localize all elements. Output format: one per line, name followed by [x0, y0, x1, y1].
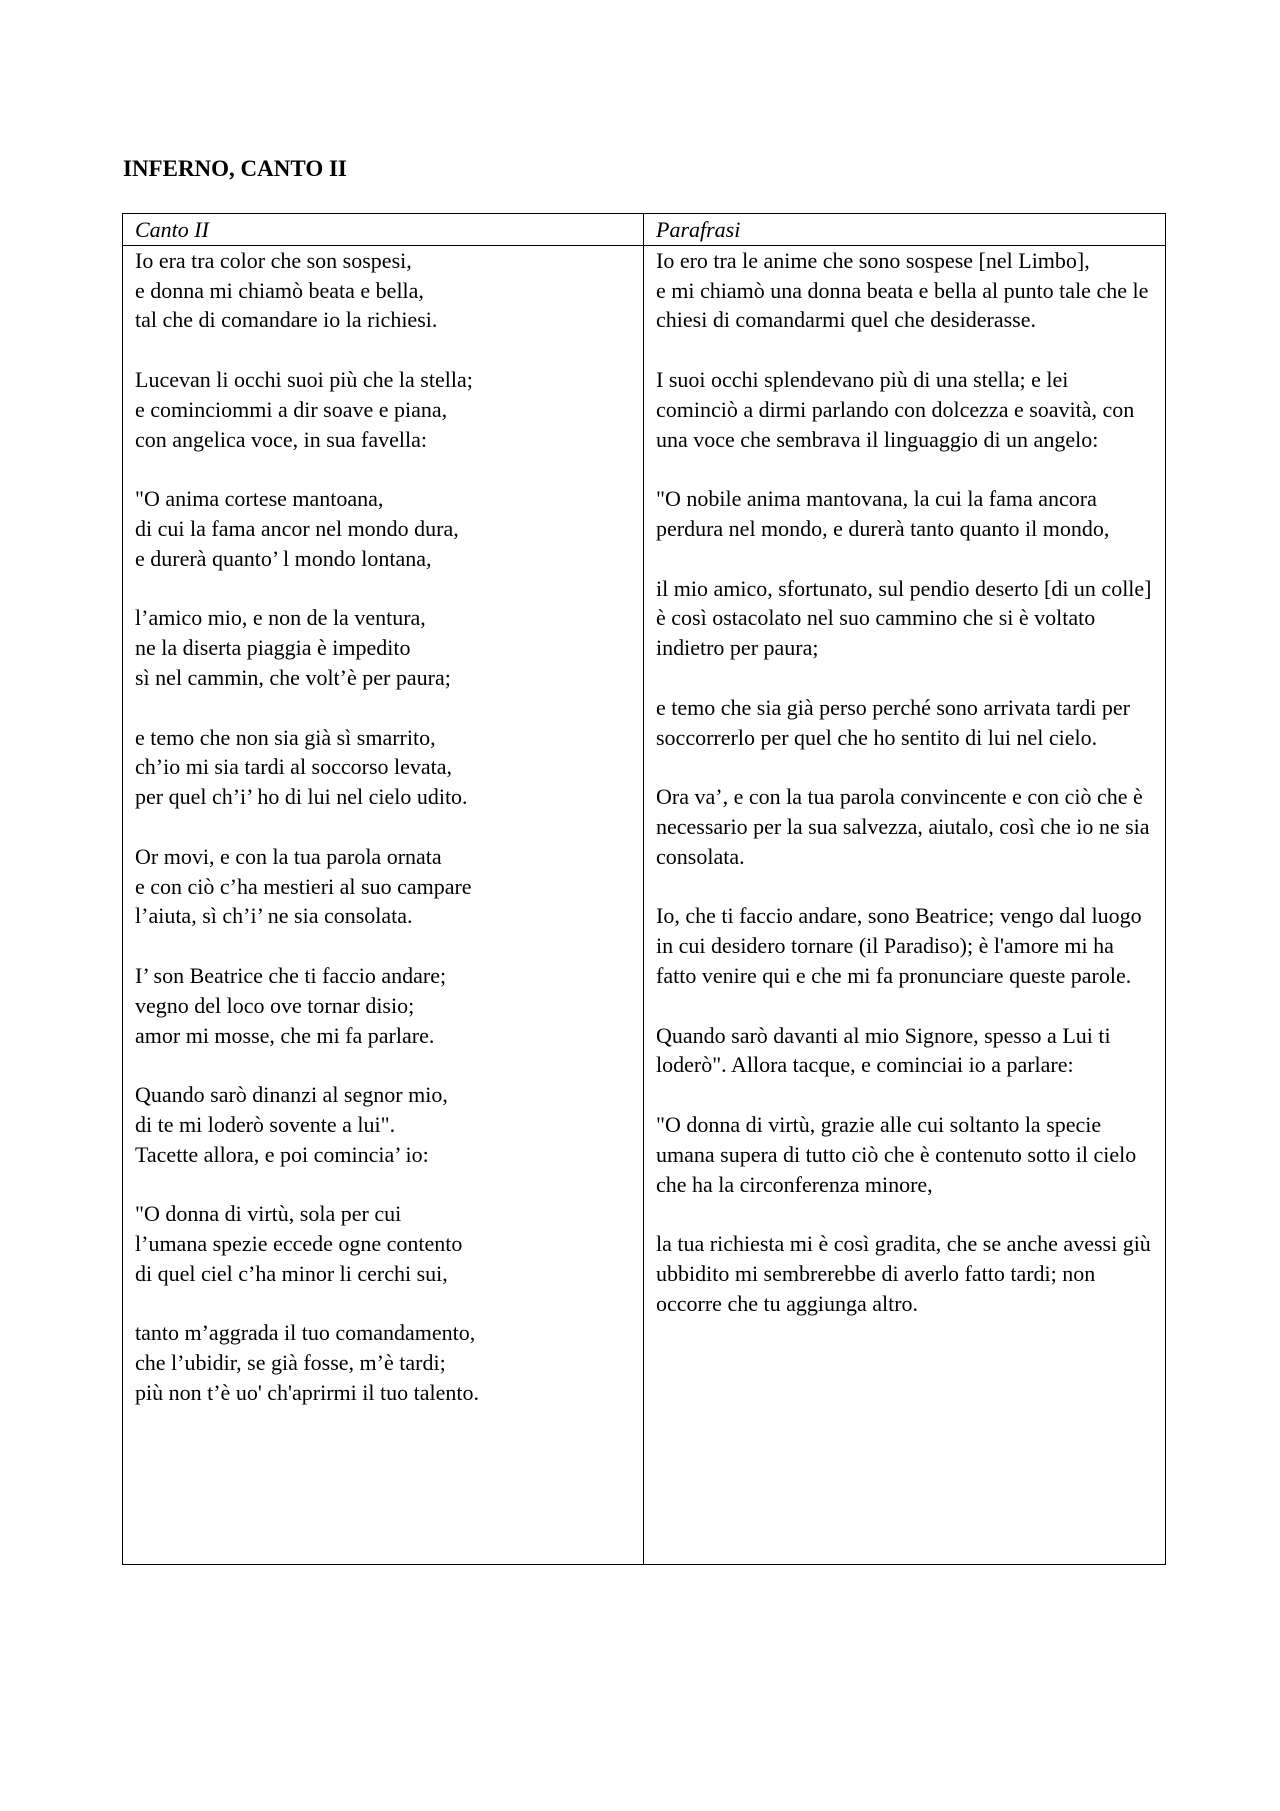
- canto-table: [122, 213, 1166, 1565]
- paraphrase-paragraph: "O nobile anima mantovana, la cui la fama ancora perdura nel mondo, e durerà tanto quanto il mondo,: [656, 486, 1110, 541]
- column-header-parafrasi: Parafrasi: [644, 214, 1166, 246]
- verse-line: ch’io mi sia tardi al soccorso levata,: [135, 754, 453, 780]
- verse-line: l’umana spezie eccede ogne contento: [135, 1231, 463, 1257]
- stanza: [135, 484, 633, 573]
- stanza: [135, 365, 633, 454]
- paraphrase-paragraph: "O donna di virtù, grazie alle cui soltanto la specie umana supera di tutto ciò che è contenuto sotto il cielo che ha la circonferenza minore,: [656, 1111, 1137, 1197]
- verse-line: "O anima cortese mantoana,: [135, 486, 384, 512]
- verse-line: e con ciò c’ha mestieri al suo campare: [135, 873, 472, 899]
- stanza: [135, 723, 633, 812]
- verse-line: e temo che non sia già sì smarrito,: [135, 724, 436, 750]
- stanza: [135, 1080, 633, 1169]
- paraphrase-paragraph: Quando sarò davanti al mio Signore, spesso a Lui ti loderò". Allora tacque, e cominciai io a parlare:: [656, 1022, 1111, 1078]
- verse-line: Tacette allora, e poi comincia’ io:: [135, 1141, 429, 1167]
- stanza: [135, 961, 633, 1050]
- paraphrase-paragraph: Io ero tra le anime che sono sospese [nel Limbo], e mi chiamò una donna beata e bella al punto tale che le chiesi di comandarmi quel che desiderasse.: [656, 247, 1149, 333]
- paraphrase-paragraph: la tua richiesta mi è così gradita, che se anche avessi giù ubbidito mi sembrerebbe di averlo fatto tardi; non occorre che tu aggiunga altro.: [656, 1231, 1151, 1316]
- verse-line: Quando sarò dinanzi al segnor mio,: [135, 1082, 448, 1108]
- verse-line: e cominciommi a dir soave e piana,: [135, 396, 448, 422]
- verse-line: di te mi loderò sovente a lui".: [135, 1111, 396, 1137]
- canto-text-cell: [123, 245, 644, 1564]
- verse-line: di quel ciel c’ha minor li cerchi sui,: [135, 1260, 448, 1286]
- verse-line: che l’ubidir, se già fosse, m’è tardi;: [135, 1350, 446, 1376]
- verse-line: e durerà quanto’ l mondo lontana,: [135, 545, 432, 571]
- verse-line: con angelica voce, in sua favella:: [135, 426, 427, 452]
- verse-line: l’aiuta, sì ch’i’ ne sia consolata.: [135, 903, 413, 929]
- verse-line: Io era tra color che son sospesi,: [135, 247, 412, 273]
- verse-line: più non t’è uo' ch'aprirmi il tuo talento.: [135, 1380, 479, 1406]
- verse-line: di cui la fama ancor nel mondo dura,: [135, 515, 459, 541]
- verse-line: tal che di comandare io la richiesi.: [135, 307, 438, 333]
- paraphrase-paragraph: Io, che ti faccio andare, sono Beatrice; vengo dal luogo in cui desidero tornare (il Paradiso); è l'amore mi ha fatto venire qui e che mi fa pronunciare queste parole.: [656, 903, 1142, 988]
- verse-line: tanto m’aggrada il tuo comandamento,: [135, 1320, 476, 1346]
- verse-line: Or movi, e con la tua parola ornata: [135, 843, 442, 869]
- verse-line: amor mi mosse, che mi fa parlare.: [135, 1022, 435, 1048]
- paraphrase-paragraph: e temo che sia già perso perché sono arrivata tardi per soccorrerlo per quel che ho sentito di lui nel cielo.: [656, 694, 1131, 750]
- verse-line: e donna mi chiamò beata e bella,: [135, 277, 424, 303]
- verse-line: Lucevan li occhi suoi più che la stella;: [135, 366, 473, 392]
- column-header-canto: Canto II: [123, 214, 644, 246]
- stanza: [135, 842, 633, 931]
- stanza: [135, 1199, 633, 1288]
- verse-line: vegno del loco ove tornar disio;: [135, 992, 415, 1018]
- stanza: [135, 603, 633, 692]
- stanza: [135, 246, 633, 335]
- paraphrase-paragraph: il mio amico, sfortunato, sul pendio deserto [di un colle] è così ostacolato nel suo cammino che si è voltato indietro per paura;: [656, 575, 1152, 661]
- verse-line: I’ son Beatrice che ti faccio andare;: [135, 962, 447, 988]
- stanza: [135, 1318, 633, 1407]
- paraphrase-paragraph: I suoi occhi splendevano più di una stella; e lei cominciò a dirmi parlando con dolcezza e soavità, con una voce che sembrava il linguaggio di un angelo:: [656, 366, 1135, 452]
- verse-line: "O donna di virtù, sola per cui: [135, 1201, 402, 1227]
- table-row: [123, 245, 1166, 1564]
- paraphrase-paragraph: Ora va’, e con la tua parola convincente e con ciò che è necessario per la sua salvezza, aiutalo, così che io ne sia consolata.: [656, 784, 1150, 869]
- verse-line: sì nel cammin, che volt’è per paura;: [135, 664, 451, 690]
- table-header-row: [123, 214, 1166, 246]
- parafrasi-text-cell: [644, 245, 1166, 1564]
- verse-line: l’amico mio, e non de la ventura,: [135, 605, 426, 631]
- page-title: INFERNO, CANTO II: [123, 156, 347, 181]
- verse-line: per quel ch’i’ ho di lui nel cielo udito.: [135, 784, 468, 810]
- verse-line: ne la diserta piaggia è impedito: [135, 635, 411, 661]
